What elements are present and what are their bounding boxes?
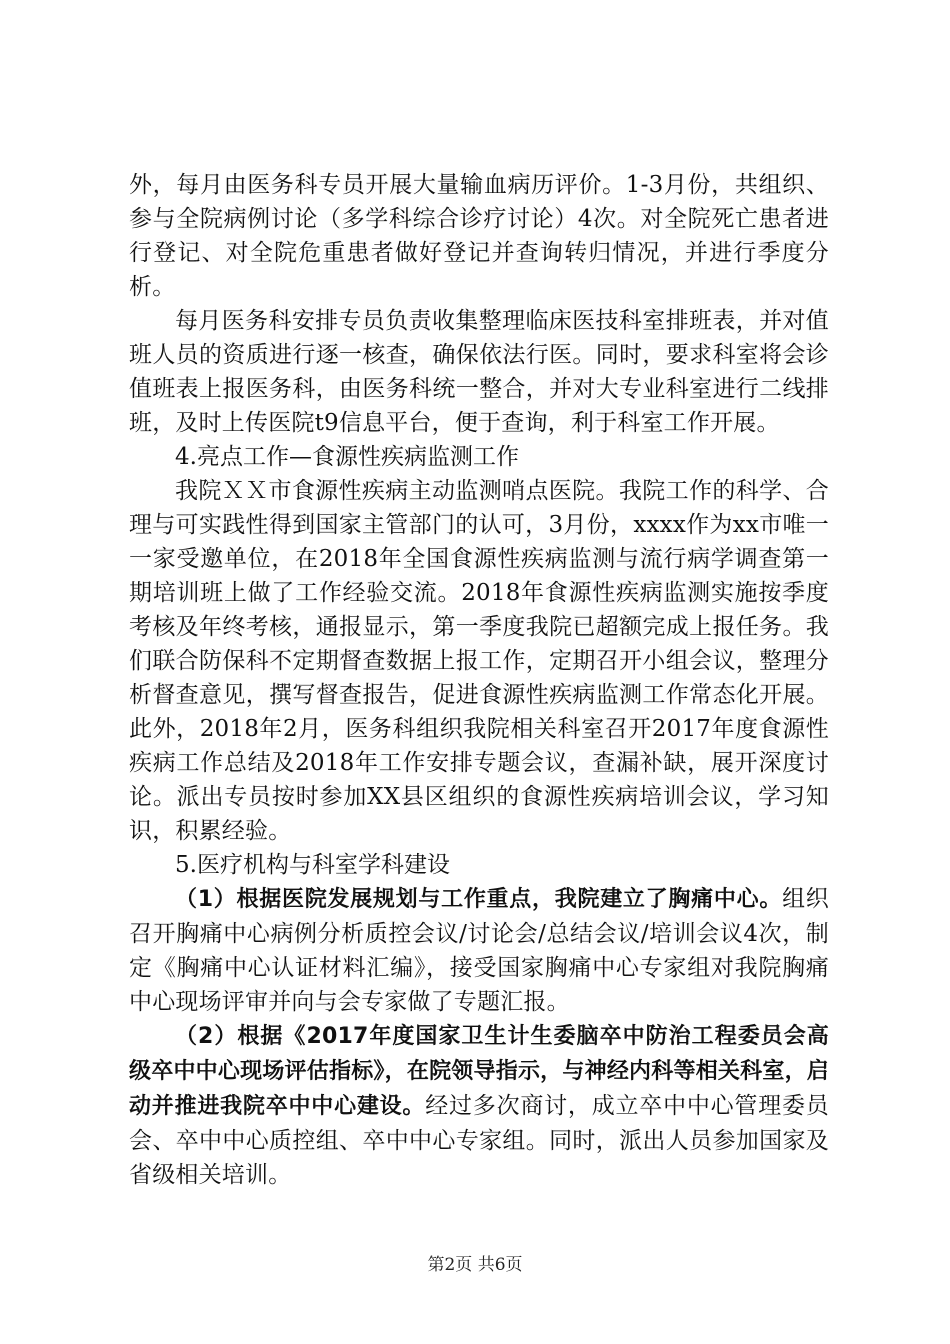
- paragraph-stroke-center: [129, 1019, 829, 1192]
- section-heading-discipline-building: 5.医疗机构与科室学科建设: [175, 852, 450, 878]
- chest-pain-center-detail: 组织召开胸痛中心病例分析质控会议/讨论会/总结会议/培训会议4次，制定《胸痛中心认证材料汇编》，接受国家胸痛中心专家组对我院胸痛中心现场评审并向与会专家做了专题汇报。: [129, 886, 829, 1015]
- paragraph-chest-pain-center: [129, 882, 829, 1019]
- paragraph-foodborne-disease-monitoring: 我院ＸＸ市食源性疾病主动监测哨点医院。我院工作的科学、合理与可实践性得到国家主管部门的认可，3月份，xxxx作为xx市唯一一家受邀单位，在2018年全国食源性疾病监测与流行病学调查第一期培训班上做了工作经验交流。2018年食源性疾病监测实施按季度考核及年终考核，通报显示，第一季度我院已超额完成上报任务。我们联合防保科不定期督查数据上报工作，定期召开小组会议，整理分析督查意见，撰写督查报告，促进食源性疾病监测工作常态化开展。此外，2018年2月，医务科组织我院相关科室召开2017年度食源性疾病工作总结及2018年工作安排专题会议，查漏补缺，展开深度讨论。派出专员按时参加XX县区组织的食源性疾病培训会议，学习知识，积累经验。: [129, 478, 829, 844]
- stroke-center-lead: （2）根据《2017年度国家卫生计生委脑卒中防治工程委员会高级卒中中心现场评估指标》，在院领导指示，与神经内科等相关科室，启动并推进我院卒中中心建设。: [129, 1024, 829, 1119]
- paragraph-duty-scheduling: 每月医务科安排专员负责收集整理临床医技科室排班表，并对值班人员的资质进行逐一核查，确保依法行医。同时，要求科室将会诊值班表上报医务科，由医务科统一整合，并对大专业科室进行二线排班，及时上传医院t9信息平台，便于查询，利于科室工作开展。: [129, 308, 829, 436]
- stroke-center-detail: 经过多次商讨，成立卒中中心管理委员会、卒中中心质控组、卒中中心专家组。同时，派出人员参加国家及省级相关培训。: [129, 1093, 829, 1188]
- section-heading-foodborne-disease: 4.亮点工作—食源性疾病监测工作: [175, 444, 519, 470]
- document-body: [129, 168, 829, 1192]
- page-number-footer: 第2页 共6页: [427, 1255, 523, 1275]
- chest-pain-center-lead: （1）根据医院发展规划与工作重点，我院建立了胸痛中心。: [175, 887, 783, 912]
- paragraph-blood-transfusion-review: 外，每月由医务科专员开展大量输血病历评价。1-3月份，共组织、参与全院病例讨论（多学科综合诊疗讨论）4次。对全院死亡患者进行登记、对全院危重患者做好登记并查询转归情况，并进行季度分析。: [129, 172, 829, 300]
